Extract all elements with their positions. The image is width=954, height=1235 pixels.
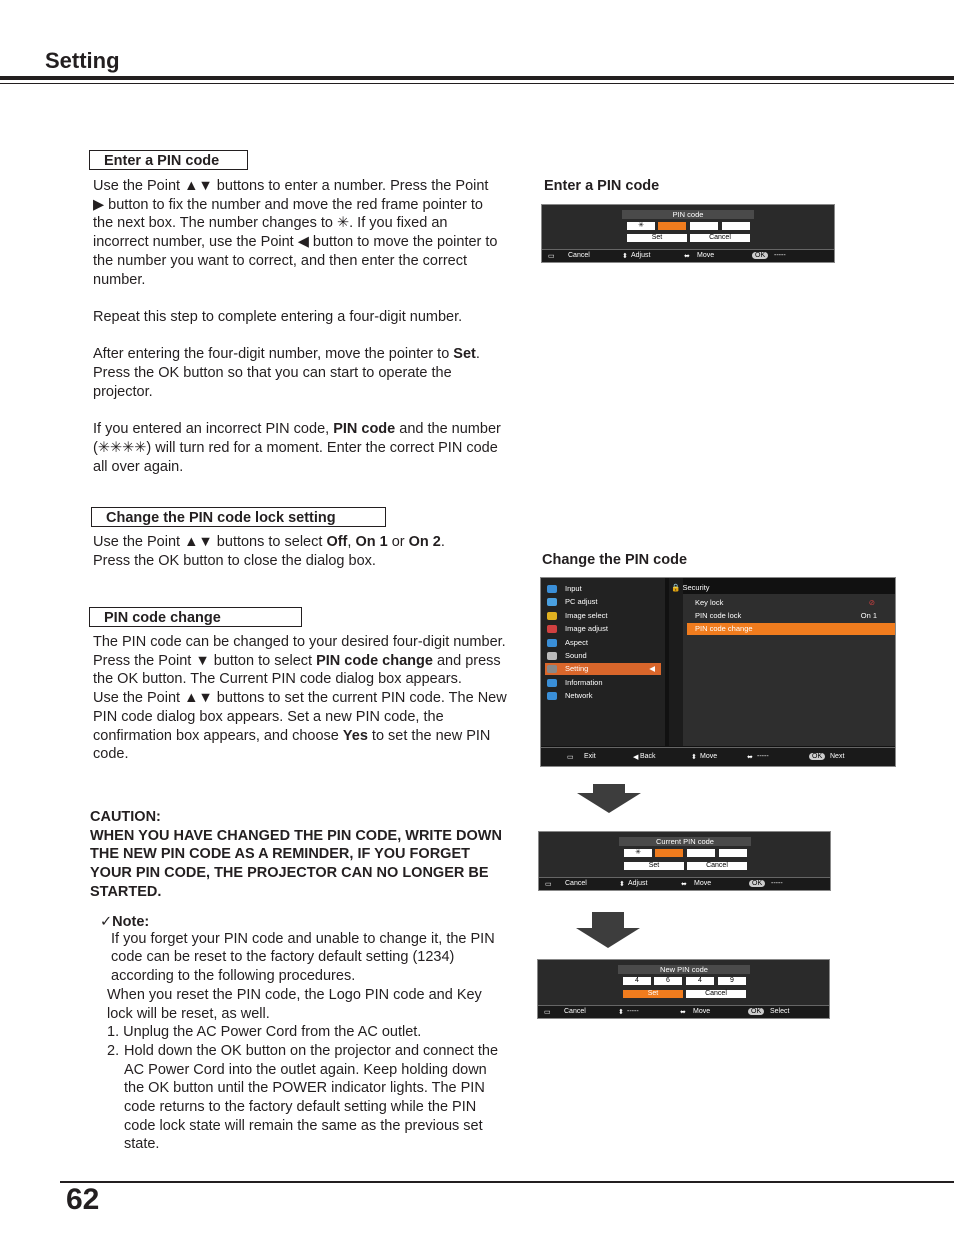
enter-pin-p3: After entering the four-digit number, move the pointer to Set. Press the OK button so that you can start to operate the projector.: [93, 346, 480, 400]
input-icon: [547, 585, 557, 593]
note-step1: 1. Unplug the AC Power Cord from the AC outlet.: [107, 1024, 422, 1041]
dialog-title: PIN code: [622, 210, 754, 219]
menu-icon: ▭: [544, 1009, 551, 1016]
down-arrow-icon: [592, 912, 624, 928]
note-label: Note:: [112, 914, 150, 930]
ok-icon: OK: [748, 1008, 764, 1015]
pin-cell[interactable]: [687, 849, 715, 857]
image-adjust-icon: [547, 625, 557, 633]
security-title: 🔒 Security: [671, 583, 710, 592]
down-arrow-head: [576, 928, 640, 948]
pin-cell[interactable]: [658, 222, 686, 230]
dialog-title: Current PIN code: [619, 837, 751, 846]
down-arrow-head: [577, 793, 641, 813]
ok-icon: OK: [752, 252, 768, 259]
bar-move: Move: [693, 1008, 711, 1015]
current-pin-dialog: [538, 831, 831, 891]
enter-pin-heading: Enter a PIN code: [89, 150, 248, 170]
status-bar: [542, 249, 834, 262]
information-icon: [547, 679, 557, 687]
pin-cell[interactable]: 4: [623, 977, 651, 985]
bar-move: Move: [697, 252, 715, 259]
pin-lock-setting-heading: Change the PIN code lock setting: [91, 507, 386, 527]
bar-cancel: Cancel: [564, 1008, 586, 1015]
submenu-pin-code-change[interactable]: PIN code change: [687, 623, 895, 635]
leftright-icon: ⬌: [747, 754, 753, 761]
aspect-icon: [547, 639, 557, 647]
page-number: 62: [66, 1183, 100, 1216]
pin-cell[interactable]: [655, 849, 683, 857]
pin-cell[interactable]: ✳: [627, 222, 655, 230]
menu-divider: [669, 578, 683, 746]
image-select-icon: [547, 612, 557, 620]
fig-change-pin-caption: Change the PIN code: [542, 552, 688, 568]
submenu-key-lock[interactable]: Key lock ⊘: [695, 598, 875, 607]
menu-item-input[interactable]: Input: [545, 583, 661, 595]
back-icon: ◀: [633, 754, 639, 761]
updown-icon: ⬍: [618, 1009, 624, 1016]
new-pin-dialog: [537, 959, 830, 1019]
menu-icon: ▭: [567, 754, 574, 761]
note-block: [100, 913, 500, 1154]
menu-icon: ▭: [548, 253, 555, 260]
check-icon: ✓: [100, 914, 113, 930]
network-icon: [547, 692, 557, 700]
pc-adjust-icon: [547, 598, 557, 606]
status-bar: [539, 877, 830, 890]
menu-item-setting[interactable]: Setting ◀: [545, 663, 661, 675]
pin-cell[interactable]: [722, 222, 750, 230]
bar-adjust: Adjust: [628, 880, 648, 887]
pin-cell[interactable]: [690, 222, 718, 230]
header-rule-thin: [0, 83, 954, 84]
pin-cell[interactable]: 4: [686, 977, 714, 985]
menu-item-pc-adjust[interactable]: PC adjust: [545, 596, 661, 608]
enter-pin-p1: Use the Point ▲▼ buttons to enter a number. Press the Point ▶ button to fix the number and move the red frame pointer to the next box. The number changes to ✳. If you fixed an incorrect number, use the Point ◀ button to move the pointer to the number you want to correct, and then enter the correct number.: [93, 178, 498, 288]
bar-cancel: Cancel: [568, 252, 590, 259]
ok-icon: OK: [749, 880, 765, 887]
pin-lock-setting-text: Use the Point ▲▼ buttons to select Off, On 1 or On 2. Press the OK button to close the dialog box.: [93, 534, 445, 569]
enter-pin-dialog: [541, 204, 835, 263]
footer-rule: [60, 1181, 954, 1183]
fig-enter-pin-caption: Enter a PIN code: [544, 178, 660, 194]
bar-adjust: Adjust: [631, 252, 651, 259]
bar-select: Select: [770, 1008, 790, 1015]
leftright-icon: ⬌: [681, 881, 687, 888]
status-bar: [541, 747, 895, 766]
menu-item-image-adjust[interactable]: Image adjust: [545, 623, 661, 635]
note-step2: 2. Hold down the OK button on the projector and connect the AC Power Cord into the outlet again. Keep holding down the OK button until the POWER indicator lights. The PIN code returns to the factory default setting while the PIN code lock state will remain the same as the previous set state.: [107, 1042, 499, 1153]
main-menu: [541, 578, 665, 746]
menu-item-information[interactable]: Information: [545, 677, 661, 689]
bar-dash: -----: [757, 753, 769, 760]
note-l1: If you forget your PIN code and unable to change it, the PIN code can be reset to the factory default setting (1234) according to the following procedures.: [111, 930, 495, 985]
ok-icon: OK: [809, 753, 825, 760]
pin-cell[interactable]: [719, 849, 747, 857]
pin-cell[interactable]: 6: [654, 977, 682, 985]
updown-icon: ⬍: [619, 881, 625, 888]
menu-item-image-select[interactable]: Image select: [545, 610, 661, 622]
caution-label: CAUTION:: [90, 809, 161, 825]
menu-item-sound[interactable]: Sound: [545, 650, 661, 662]
enter-pin-text: [93, 177, 503, 495]
bar-ok: -----: [774, 252, 786, 259]
status-bar: [538, 1005, 829, 1018]
menu-item-aspect[interactable]: Aspect: [545, 637, 661, 649]
enter-pin-p4: If you entered an incorrect PIN code, PIN code and the number (✳✳✳✳) will turn red for a moment. Enter the correct PIN code all over again.: [93, 421, 501, 475]
dialog-title: New PIN code: [618, 965, 750, 974]
bar-move: Move: [694, 880, 712, 887]
caution-block: [90, 808, 510, 902]
leftright-icon: ⬌: [680, 1009, 686, 1016]
pin-cell[interactable]: ✳: [624, 849, 652, 857]
bar-next: Next: [830, 753, 845, 760]
arrow-left-icon: ◀: [649, 664, 655, 673]
pin-code-change-heading: PIN code change: [89, 607, 302, 627]
menu-item-network[interactable]: Network: [545, 690, 661, 702]
cancel-button[interactable]: Cancel: [690, 234, 750, 242]
setting-icon: [547, 665, 557, 673]
bar-cancel: Cancel: [565, 880, 587, 887]
key-lock-status-icon: ⊘: [868, 598, 875, 607]
cancel-button[interactable]: Cancel: [686, 990, 746, 998]
bar-dash: -----: [627, 1008, 639, 1015]
lock-icon: 🔒: [671, 583, 681, 592]
updown-icon: ⬍: [622, 253, 628, 260]
submenu-pin-code-lock[interactable]: PIN code lock On 1: [695, 611, 877, 620]
security-submenu: [683, 594, 895, 746]
bar-ok: -----: [771, 880, 783, 887]
set-button[interactable]: Set: [627, 234, 687, 242]
updown-icon: ⬍: [691, 754, 697, 761]
sound-icon: [547, 652, 557, 660]
menu-icon: ▭: [545, 881, 552, 888]
bar-exit: Exit: [584, 753, 596, 760]
set-button[interactable]: Set: [624, 862, 684, 870]
bar-move: Move: [700, 753, 718, 760]
enter-pin-p2: Repeat this step to complete entering a four-digit number.: [93, 308, 463, 325]
bar-back: Back: [640, 753, 656, 760]
set-button[interactable]: Set: [623, 990, 683, 998]
cancel-button[interactable]: Cancel: [687, 862, 747, 870]
pin-code-change-text: The PIN code can be changed to your desired four-digit number. Press the Point ▼ button to select PIN code change and press the OK button. The Current PIN code dialog box appears. Use the Point ▲▼ buttons to set the current PIN code. The New PIN code dialog box appears. Set a new PIN code, the confirmation box appears, and choose Yes to set the new PIN code.: [93, 634, 507, 763]
security-menu-screen: [540, 577, 896, 767]
note-l2: When you reset the PIN code, the Logo PIN code and Key lock will be reset, as well.: [107, 986, 482, 1022]
header-rule: [0, 76, 954, 80]
pin-cell[interactable]: 9: [718, 977, 746, 985]
section-title: Setting: [45, 48, 120, 73]
down-arrow-icon: [593, 784, 625, 793]
leftright-icon: ⬌: [684, 253, 690, 260]
caution-text: WHEN YOU HAVE CHANGED THE PIN CODE, WRITE DOWN THE NEW PIN CODE AS A REMINDER, IF YOU FORGET YOUR PIN CODE, THE PROJECTOR CAN NO LONGER BE STARTED.: [90, 827, 502, 900]
